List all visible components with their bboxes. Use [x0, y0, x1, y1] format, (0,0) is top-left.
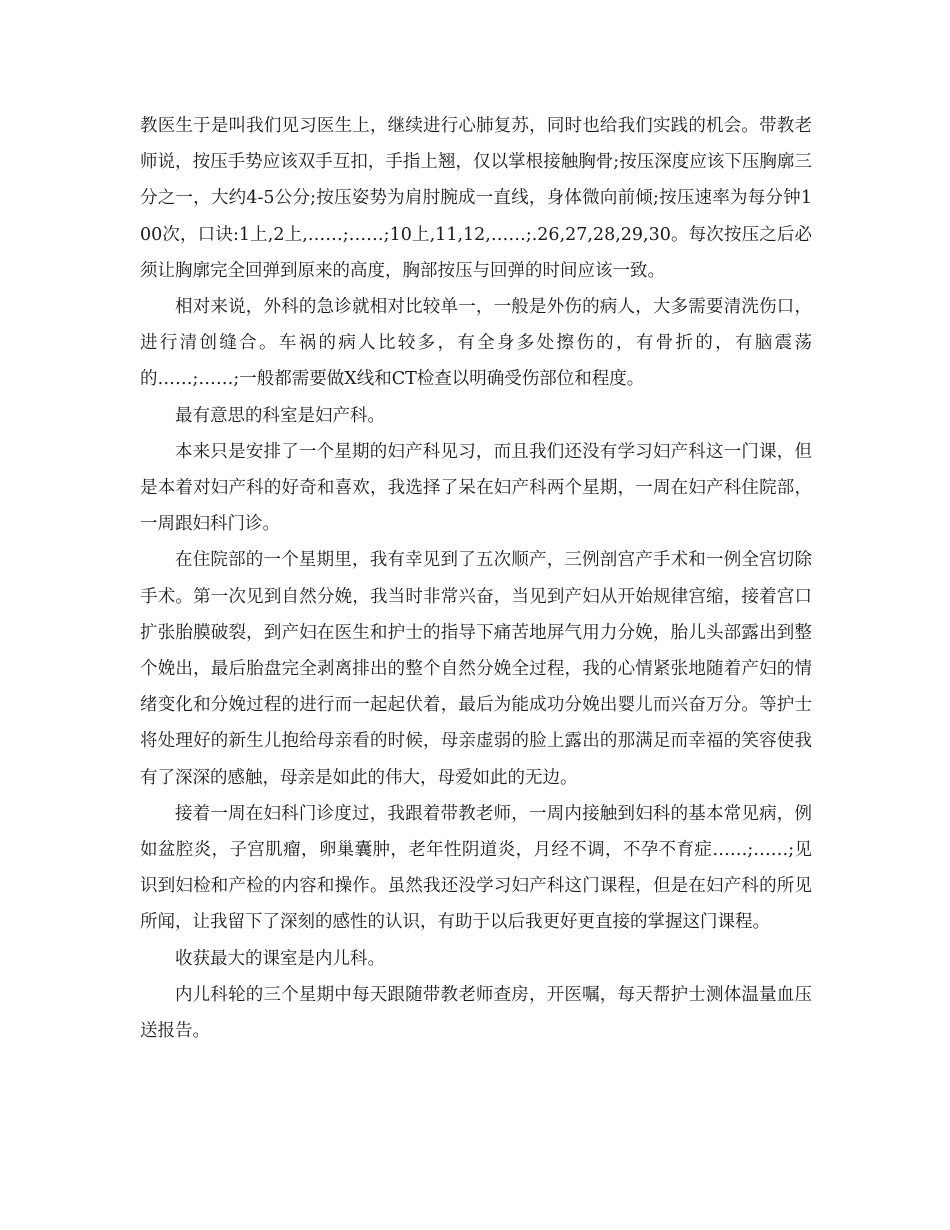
paragraph-obgyn-arrangement: 本来只是安排了一个星期的妇产科见习，而且我们还没有学习妇产科这一门课，但是本着对妇产科的好奇和喜欢，我选择了呆在妇产科两个星期，一周在妇产科住院部，一周跟妇科门诊。 — [140, 441, 812, 535]
paragraph-internal-pediatrics-rotation: 内儿科轮的三个星期中每天跟随带教老师查房，开医嘱，每天帮护士测体温量血压送报告。 — [140, 984, 812, 1042]
paragraph-surgery-emergency: 相对来说，外科的急诊就相对比较单一，一般是外伤的病人，大多需要清洗伤口，进行清创缝合。车祸的病人比较多，有全身多处擦伤的，有骨折的，有脑震荡的……;……;一般都需要做X线和CT检查以明确受伤部位和程度。 — [140, 297, 812, 390]
document-body — [140, 108, 812, 1049]
paragraph-outpatient-week: 接着一周在妇科门诊度过，我跟着带教老师，一周内接触到妇科的基本常见病，例如盆腔炎，子宫肌瘤，卵巢囊肿，老年性阴道炎，月经不调，不孕不育症……;……;见识到妇检和产检的内容和操作。虽然我还没学习妇产科这门课程，但是在妇产科的所见所闻，让我留下了深刻的感性的认识，有助于以后我更好更直接的掌握这门课程。 — [140, 803, 812, 933]
paragraph-obgyn-heading: 最有意思的科室是妇产科。 — [175, 405, 385, 426]
paragraph-cpr-continuation: 教医生于是叫我们见习医生上，继续进行心肺复苏，同时也给我们实践的机会。带教老师说，按压手势应该双手互扣，手指上翘，仅以掌根接触胸骨;按压深度应该下压胸廓三分之一，大约4-5公分;按压姿势为肩肘腕成一直线，身体微向前倾;按压速率为每分钟100次，口诀:1上,2上,……;……;10上,11,12,……;.26,27,28,29,30。每次按压之后必须让胸廓完全回弹到原来的高度，胸部按压与回弹的时间应该一致。 — [140, 116, 812, 281]
paragraph-inpatient-week: 在住院部的一个星期里，我有幸见到了五次顺产，三例剖宫产手术和一例全宫切除手术。第一次见到自然分娩，我当时非常兴奋，当见到产妇从开始规律宫缩，接着宫口扩张胎膜破裂，到产妇在医生和护士的指导下痛苦地屏气用力分娩，胎儿头部露出到整个娩出，最后胎盘完全剥离排出的整个自然分娩全过程，我的心情紧张地随着产妇的情绪变化和分娩过程的进行而一起起伏着，最后为能成功分娩出婴儿而兴奋万分。等护士将处理好的新生儿抱给母亲看的时候，母亲虚弱的脸上露出的那满足而幸福的笑容使我有了深深的感触，母亲是如此的伟大，母爱如此的无边。 — [140, 550, 812, 788]
paragraph-internal-pediatrics-heading: 收获最大的课室是内儿科。 — [175, 948, 385, 969]
